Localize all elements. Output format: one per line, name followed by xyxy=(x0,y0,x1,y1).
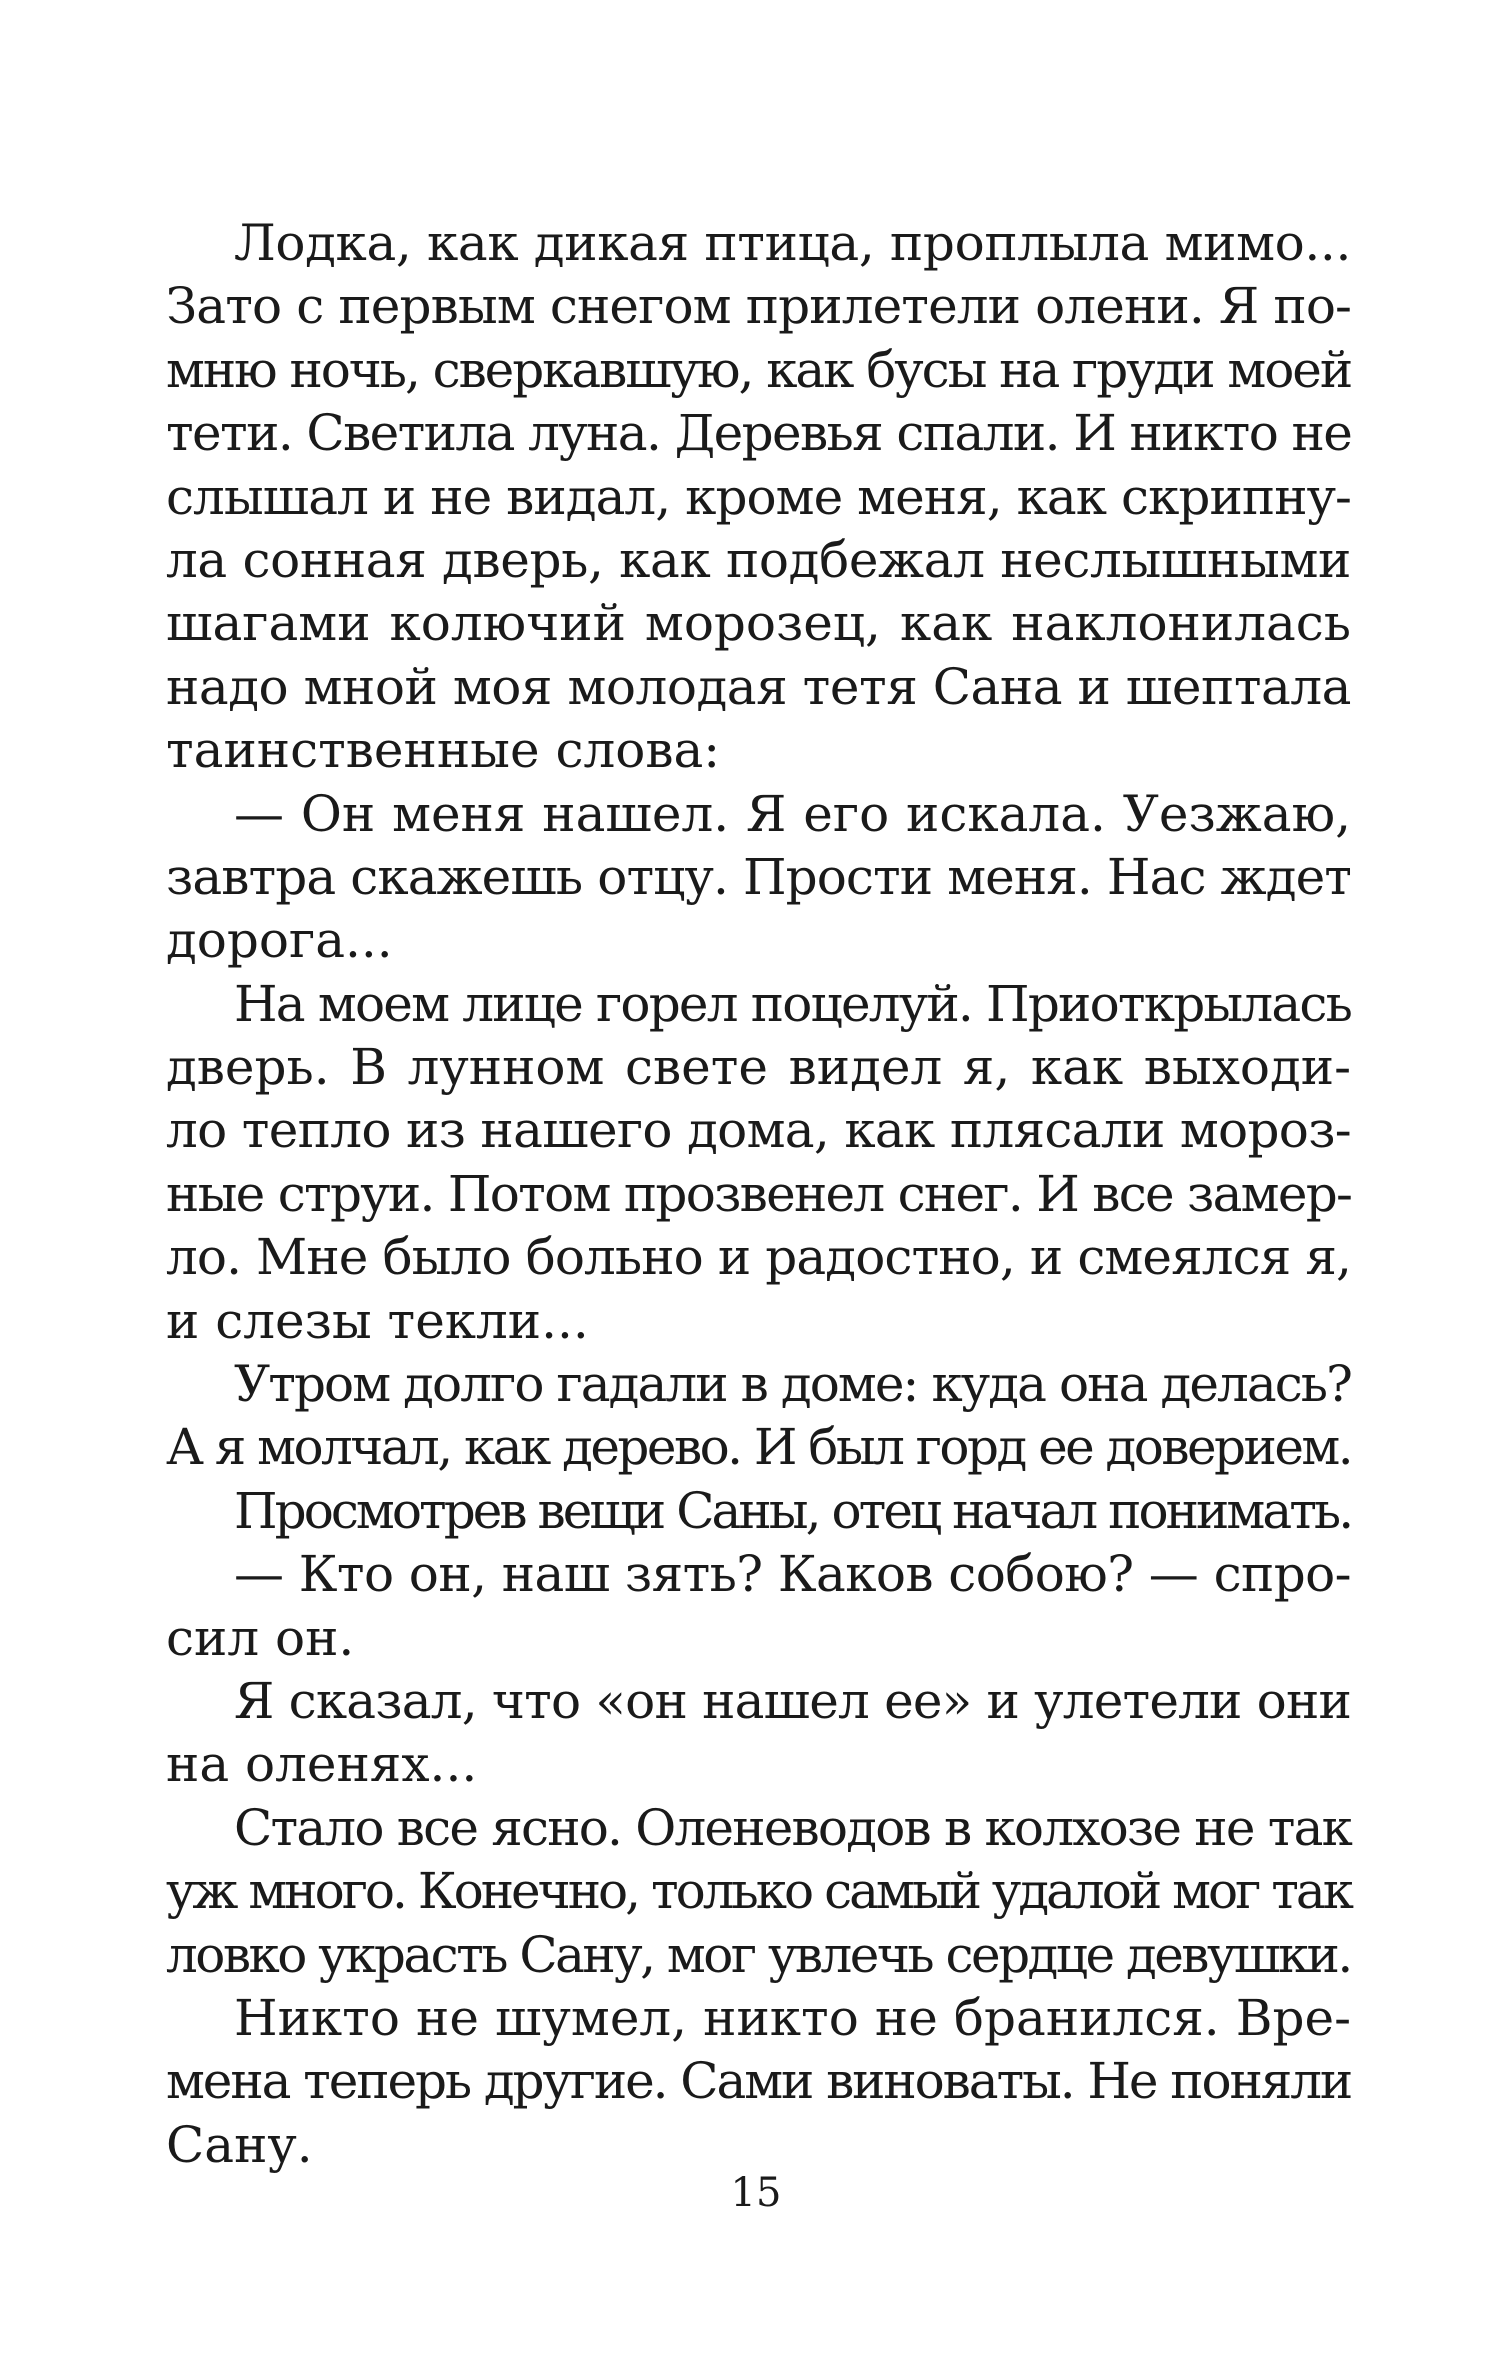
text-line: Стало все ясно. Оленеводов в колхозе не так xyxy=(234,1798,1352,1857)
text-line: надо мной моя молодая тетя Сана и шептала xyxy=(166,657,1352,716)
text-line: тети. Светила луна. Деревья спали. И никто не xyxy=(166,404,1352,463)
text-line: сил он. xyxy=(166,1608,355,1667)
text-line: завтра скажешь отцу. Прости меня. Нас ждет xyxy=(166,847,1351,906)
text-line: мена теперь другие. Сами виноваты. Не поняли xyxy=(166,2052,1352,2111)
text-line: слышал и не видал, кроме меня, как скрипну- xyxy=(166,467,1351,526)
text-line: — Кто он, наш зять? Каков собою? — спро- xyxy=(234,1545,1351,1604)
text-line: А я молчал, как дерево. И был горд ее доверием. xyxy=(166,1418,1352,1477)
text-line: Утром долго гадали в доме: куда она делась? xyxy=(234,1355,1351,1414)
text-line: Сану. xyxy=(166,2115,313,2174)
text-line: Лодка, как дикая птица, проплыла мимо... xyxy=(234,214,1352,272)
text-line: и слезы текли... xyxy=(166,1291,589,1350)
page-number: 15 xyxy=(730,2170,782,2216)
text-line: ло тепло из нашего дома, как плясали мороз- xyxy=(166,1101,1352,1160)
text-line: ные струи. Потом прозвенел снег. И все замер- xyxy=(166,1164,1352,1223)
text-line: ло. Мне было больно и радостно, и смеялся я, xyxy=(166,1228,1351,1287)
text-line: Я сказал, что «он нашел ее» и улетели они xyxy=(234,1671,1351,1730)
text-line: дверь. В лунном свете видел я, как выходи- xyxy=(166,1038,1351,1097)
text-line: На моем лице горел поцелуй. Приоткрылась xyxy=(234,974,1351,1033)
text-line: мню ночь, сверкавшую, как бусы на груди моей xyxy=(166,340,1352,399)
text-line: ловко украсть Сану, мог увлечь сердце девушки. xyxy=(166,1925,1351,1984)
text-line: шагами колючий морозец, как наклонилась xyxy=(166,594,1351,653)
text-line: таинственные слова: xyxy=(166,721,721,780)
text-line: Просмотрев вещи Саны, отец начал понимать. xyxy=(234,1481,1352,1540)
text-line: дорога... xyxy=(166,911,393,970)
body-text xyxy=(166,212,1351,2177)
text-line: Никто не шумел, никто не бранился. Вре- xyxy=(234,1988,1351,2047)
text-line: на оленях... xyxy=(166,1735,478,1794)
text-line: уж много. Конечно, только самый удалой мог так xyxy=(166,1862,1351,1921)
text-line: ла сонная дверь, как подбежал неслышными xyxy=(166,530,1351,589)
text-line: — Он меня нашел. Я его искала. Уезжаю, xyxy=(234,784,1351,843)
text-line: Зато с первым снегом прилетели олени. Я по- xyxy=(166,277,1352,336)
